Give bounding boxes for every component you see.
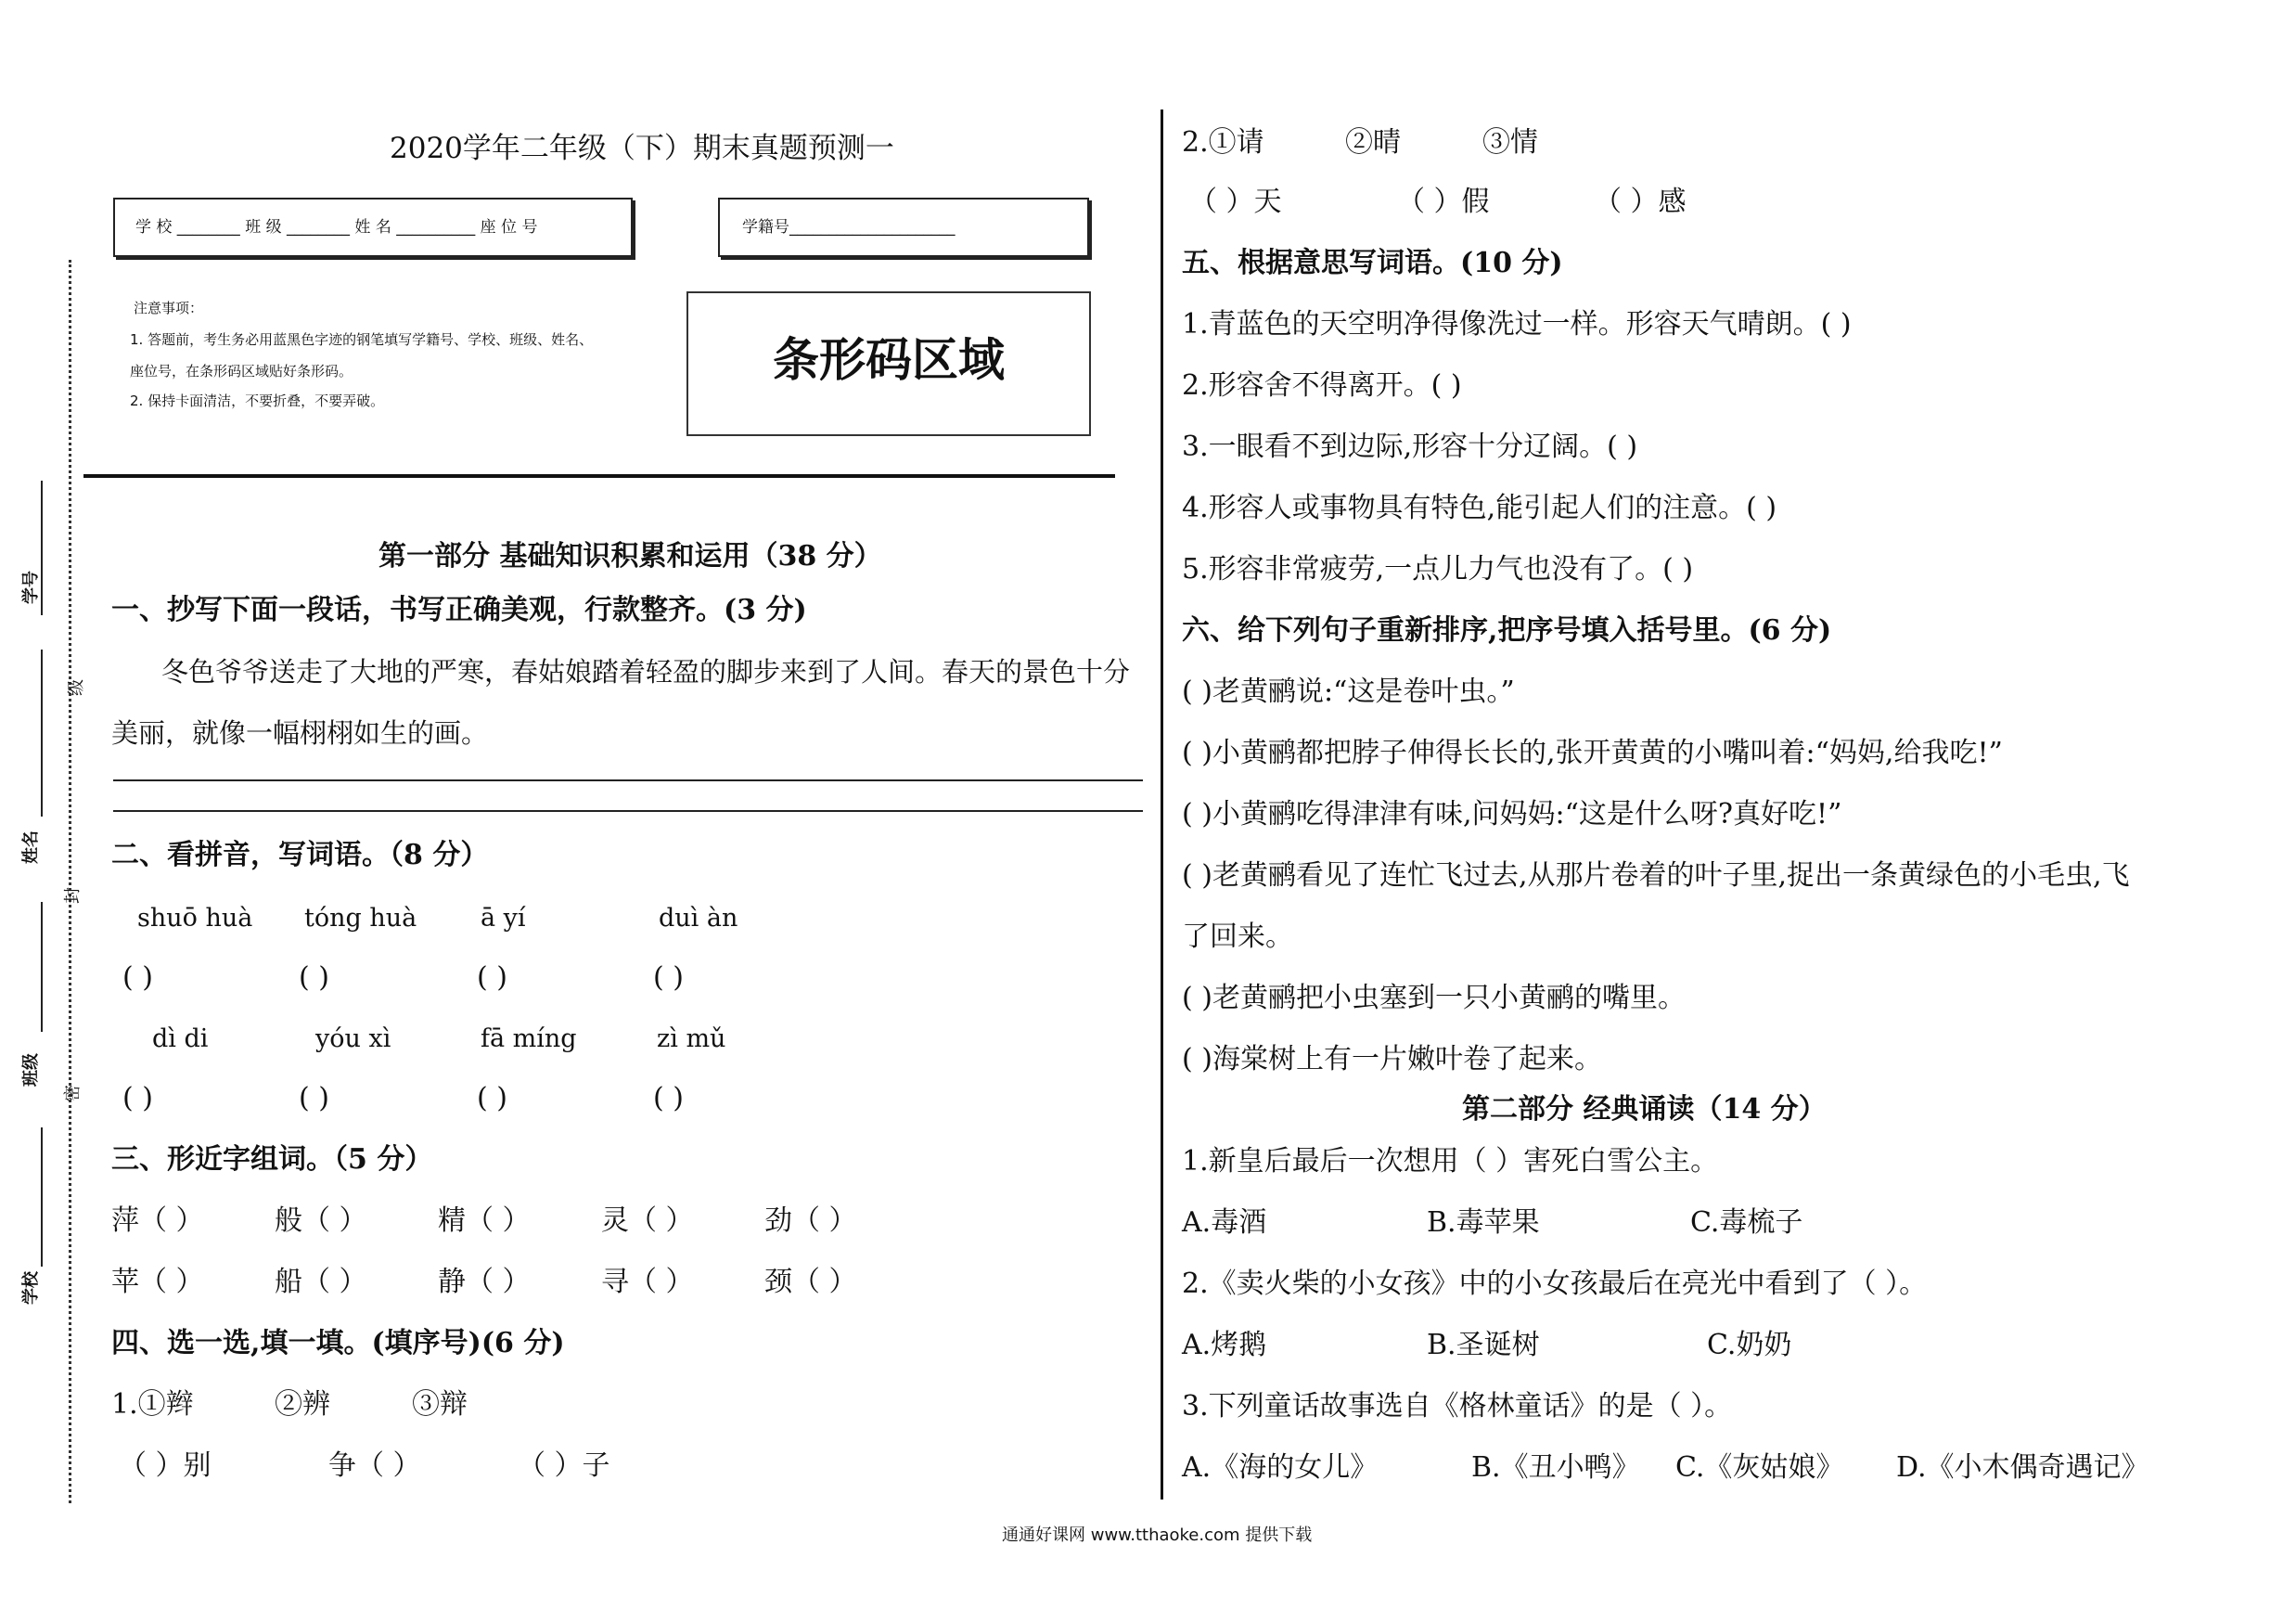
notice-heading: 注意事项： [134, 300, 204, 316]
pinyin-blank-2-2[interactable]: ( ) [299, 1082, 329, 1114]
part2-q3-option-c[interactable]: C.《灰姑娘》 [1675, 1451, 1844, 1484]
column-divider [1161, 109, 1163, 1500]
part2-q1[interactable]: 1.新皇后最后一次想用（ ）害死白雪公主。 [1182, 1145, 1719, 1178]
q3-item-2-3[interactable]: 静（ ） [438, 1266, 531, 1298]
q4-group1-blank-1[interactable]: （ ）别 [119, 1449, 212, 1482]
page-footer: 通通好课网 www.tthaoke.com 提供下载 [1002, 1525, 1313, 1545]
info-box-student-no [718, 198, 1089, 257]
pinyin-blank-2-1[interactable]: ( ) [122, 1082, 153, 1114]
pinyin-1-2: tóng huà [304, 904, 417, 933]
q3-item-2-2[interactable]: 船（ ） [275, 1266, 367, 1298]
q4-group1-blank-3[interactable]: （ ）子 [518, 1449, 610, 1482]
side-label-xuexiao: 学校 [21, 1271, 41, 1305]
notice-line-2: 座位号，在条形码区域贴好条形码。 [130, 363, 353, 380]
q4-group2-blank-3[interactable]: （ ）感 [1594, 186, 1687, 218]
q4-group2-blank-2[interactable]: （ ）假 [1397, 186, 1490, 218]
q4-group1-option-1: 1.①辫 [111, 1388, 194, 1421]
part2-q2-option-a[interactable]: A.烤鹅 [1182, 1329, 1267, 1361]
pinyin-blank-2-4[interactable]: ( ) [653, 1082, 684, 1114]
pinyin-blank-1-2[interactable]: ( ) [299, 961, 329, 994]
q3-item-2-5[interactable]: 颈（ ） [764, 1266, 857, 1298]
q3-heading: 三、形近字组词。（5 分） [111, 1143, 433, 1176]
q6-item-5[interactable]: ( )老黄鹂把小虫塞到一只小黄鹂的嘴里。 [1182, 982, 1686, 1014]
pinyin-2-2: yóu xì [315, 1024, 391, 1053]
q5-heading: 五、根据意思写词语。(10 分) [1182, 247, 1563, 279]
q5-item-4[interactable]: 4.形容人或事物具有特色,能引起人们的注意。( ) [1182, 492, 1777, 524]
q5-item-2[interactable]: 2.形容舍不得离开。( ) [1182, 369, 1462, 402]
part2-q2-option-b[interactable]: B.圣诞树 [1427, 1329, 1540, 1361]
q5-item-5[interactable]: 5.形容非常疲劳,一点儿力气也没有了。( ) [1182, 553, 1694, 586]
q3-item-1-4[interactable]: 灵（ ） [601, 1204, 694, 1237]
q1-passage-line-2: 美丽，就像一幅栩栩如生的画。 [111, 717, 489, 749]
q6-heading: 六、给下列句子重新排序,把序号填入括号里。(6 分) [1182, 614, 1832, 647]
part2-q1-option-a[interactable]: A.毒酒 [1182, 1206, 1267, 1239]
pinyin-blank-1-3[interactable]: ( ) [477, 961, 507, 994]
side-line-2 [41, 650, 43, 817]
info-school-line: 学 校 ________ 班 级 ________ 姓 名 __________ 座 位 号 [135, 218, 538, 237]
q4-group2-option-3: ③情 [1482, 126, 1538, 159]
q2-heading: 二、看拼音，写词语。（8 分） [111, 839, 489, 871]
q1-heading: 一、抄写下面一段话，书写正确美观，行款整齐。(3 分) [111, 594, 807, 626]
q3-item-2-1[interactable]: 苹（ ） [111, 1266, 204, 1298]
q4-group1-option-2: ②辨 [275, 1388, 330, 1421]
side-label-xuehao: 学号 [21, 571, 41, 604]
part2-q3-option-b[interactable]: B.《丑小鸭》 [1471, 1451, 1640, 1484]
q4-heading: 四、选一选,填一填。(填序号)(6 分) [111, 1327, 565, 1359]
page-title: 2020学年二年级（下）期末真题预测一 [390, 132, 894, 165]
barcode-area [686, 291, 1091, 436]
notice-line-3: 2. 保持卡面清洁，不要折叠，不要弄破。 [130, 393, 385, 409]
side-label-banji: 班级 [21, 1053, 41, 1087]
q4-group2-option-1: 2.①请 [1182, 126, 1264, 159]
q4-group1-blank-2[interactable]: 争（ ） [328, 1449, 421, 1482]
q4-group2-option-2: ②晴 [1345, 126, 1401, 159]
q3-item-2-4[interactable]: 寻（ ） [601, 1266, 694, 1298]
pinyin-2-3: fā míng [481, 1024, 577, 1053]
pinyin-1-3: ā yí [481, 904, 526, 933]
q6-item-1[interactable]: ( )老黄鹂说:“这是卷叶虫。” [1182, 676, 1515, 708]
side-line-4 [41, 1127, 43, 1267]
pinyin-2-1: dì di [152, 1024, 209, 1053]
q6-item-2[interactable]: ( )小黄鹂都把脖子伸得长长的,张开黄黄的小嘴叫着:“妈妈,给我吃!” [1182, 737, 2003, 769]
part2-q1-option-c[interactable]: C.毒梳子 [1690, 1206, 1803, 1239]
q4-group2-blank-1[interactable]: （ ）天 [1189, 186, 1282, 218]
part2-q1-option-b[interactable]: B.毒苹果 [1427, 1206, 1540, 1239]
side-label-xingming: 姓名 [21, 830, 41, 864]
q6-item-6[interactable]: ( )海棠树上有一片嫩叶卷了起来。 [1182, 1043, 1602, 1075]
pinyin-blank-2-3[interactable]: ( ) [477, 1082, 507, 1114]
side-label-ji: 级 [67, 679, 86, 696]
side-label-feng: 封 [63, 887, 83, 904]
pinyin-2-4: zì mǔ [657, 1024, 726, 1053]
part2-q3-option-a[interactable]: A.《海的女儿》 [1182, 1451, 1379, 1484]
header-rule [83, 474, 1115, 478]
part2-q2[interactable]: 2.《卖火柴的小女孩》中的小女孩最后在亮光中看到了（ ）。 [1182, 1268, 1928, 1300]
q6-item-3[interactable]: ( )小黄鹂吃得津津有味,问妈妈:“这是什么呀?真好吃!” [1182, 798, 1842, 830]
pinyin-1-4: duì àn [659, 904, 738, 933]
part1-heading: 第一部分 基础知识积累和运用（38 分） [378, 540, 882, 573]
q5-item-3[interactable]: 3.一眼看不到边际,形容十分辽阔。( ) [1182, 431, 1638, 463]
info-student-no: 学籍号_____________________ [742, 218, 956, 237]
q3-item-1-2[interactable]: 般（ ） [275, 1204, 367, 1237]
part2-q2-option-c[interactable]: C.奶奶 [1707, 1329, 1792, 1361]
q3-item-1-1[interactable]: 萍（ ） [111, 1204, 204, 1237]
pinyin-blank-1-1[interactable]: ( ) [122, 961, 153, 994]
barcode-area-label: 条形码区域 [773, 333, 1005, 387]
pinyin-1-1: shuō huà [137, 904, 253, 933]
binding-dotted-line [69, 260, 71, 1503]
q6-item-4-continued: 了回来。 [1182, 920, 1293, 953]
side-line-3 [41, 902, 43, 1032]
q1-writing-line-2 [113, 810, 1143, 812]
part2-heading: 第二部分 经典诵读（14 分） [1462, 1093, 1827, 1126]
notice-line-1: 1. 答题前，考生务必用蓝黑色字迹的钢笔填写学籍号、学校、班级、姓名、 [130, 331, 594, 348]
q3-item-1-3[interactable]: 精（ ） [438, 1204, 531, 1237]
q1-writing-line-1 [113, 779, 1143, 781]
q6-item-4[interactable]: ( )老黄鹂看见了连忙飞过去,从那片卷着的叶子里,捉出一条黄绿色的小毛虫,飞 [1182, 859, 2130, 892]
part2-q3[interactable]: 3.下列童话故事选自《格林童话》的是（ ）。 [1182, 1390, 1733, 1422]
q1-passage-line-1: 冬色爷爷送走了大地的严寒，春姑娘踏着轻盈的脚步来到了人间。春天的景色十分 [161, 656, 1131, 688]
q4-group1-option-3: ③辩 [412, 1388, 468, 1421]
part2-q3-option-d[interactable]: D.《小木偶奇遇记》 [1896, 1451, 2149, 1484]
info-box-school [113, 198, 633, 257]
q3-item-1-5[interactable]: 劲（ ） [764, 1204, 857, 1237]
q5-item-1[interactable]: 1.青蓝色的天空明净得像洗过一样。形容天气晴朗。( ) [1182, 308, 1852, 341]
pinyin-blank-1-4[interactable]: ( ) [653, 961, 684, 994]
side-label-xian: 密 [63, 1085, 83, 1101]
